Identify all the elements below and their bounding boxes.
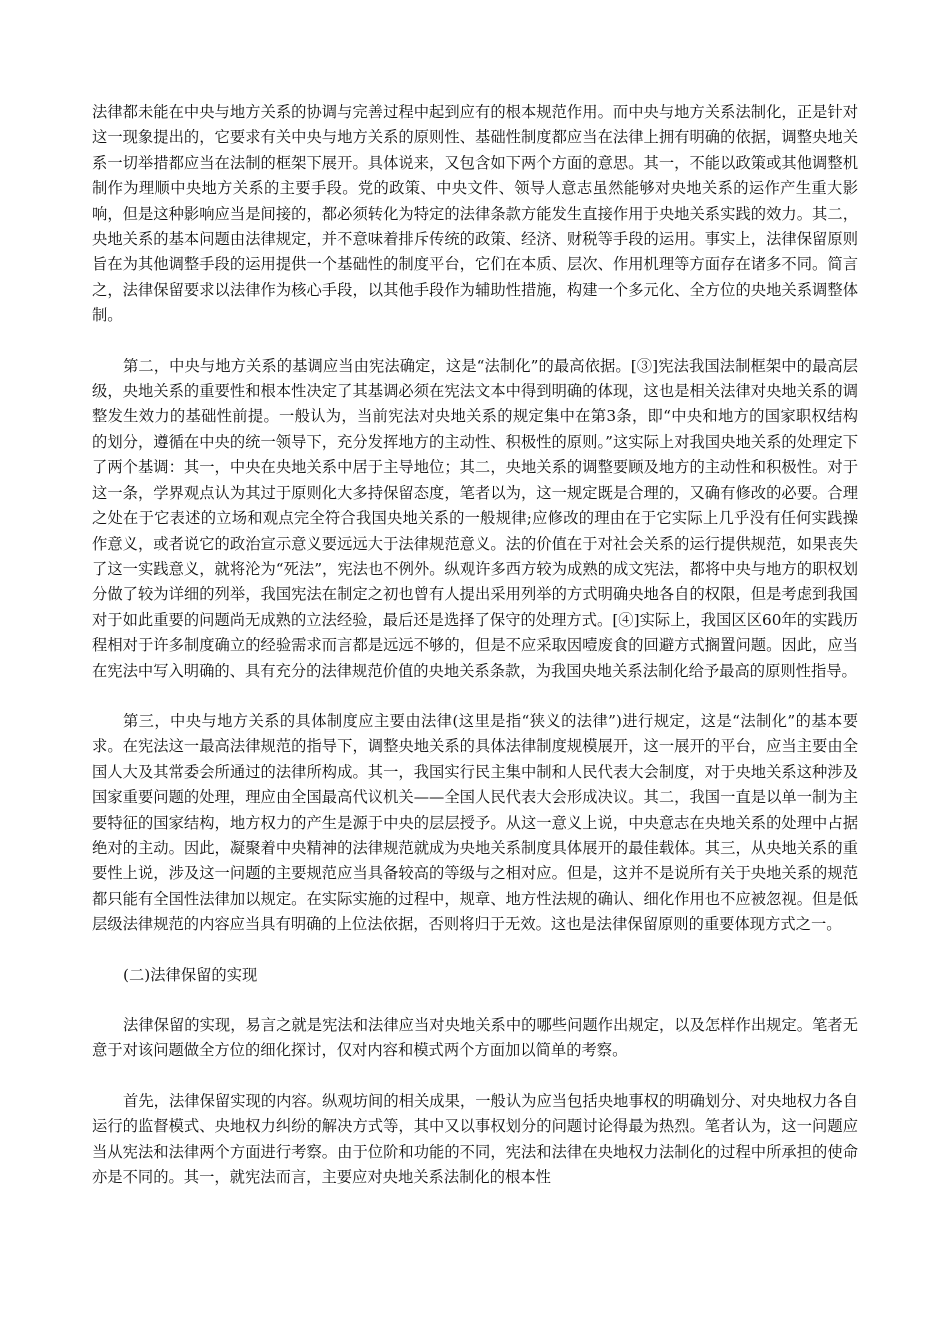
document-page (92, 100, 858, 1190)
paragraph-1: 法律都未能在中央与地方关系的协调与完善过程中起到应有的根本规范作用。而中央与地方关系法制化，正是针对这一现象提出的，它要求有关中央与地方关系的原则性、基础性制度都应当在法律上拥有明确的依据，调整央地关系一切举措都应当在法制的框架下展开。具体说来，又包含如下两个方面的意思。其一，不能以政策或其他调整机制作为理顺中央地方关系的主要手段。党的政策、中央文件、领导人意志虽然能够对央地关系的运作产生重大影响，但是这种影响应当是间接的，都必须转化为特定的法律条款方能发生直接作用于央地关系实践的效力。其二，央地关系的基本问题由法律规定，并不意味着排斥传统的政策、经济、财税等手段的运用。事实上，法律保留原则旨在为其他调整手段的运用提供一个基础性的制度平台，它们在本质、层次、作用机理等方面存在诸多不同。简言之，法律保留要求以法律作为核心手段，以其他手段作为辅助性措施，构建一个多元化、全方位的央地关系调整体制。 (92, 103, 858, 325)
paragraph-5: 首先，法律保留实现的内容。纵观坊间的相关成果，一般认为应当包括央地事权的明确划分、对央地权力各自运行的监督模式、央地权力纠纷的解决方式等，其中又以事权划分的问题讨论得最为热烈。笔者认为，这一问题应当从宪法和法律两个方面进行考察。由于位阶和功能的不同，宪法和法律在央地权力法制化的过程中所承担的使命亦是不同的。其一，就宪法而言，主要应对央地关系法制化的根本性 (92, 1091, 858, 1187)
section-heading: (二)法律保留的实现 (123, 965, 258, 984)
paragraph-3: 第三，中央与地方关系的具体制度应主要由法律(这里是指“狭义的法律”)进行规定，这是“法制化”的基本要求。在宪法这一最高法律规范的指导下，调整央地关系的具体法律制度规模展开，这一展开的平台，应当主要由全国人大及其常委会所通过的法律所构成。其一，我国实行民主集中制和人民代表大会制度，对于央地关系这种涉及国家重要问题的处理，理应由全国最高代议机关——全国人民代表大会形成决议。其二，我国一直是以单一制为主要特征的国家结构，地方权力的产生是源于中央的层层授予。从这一意义上说，中央意志在央地关系的处理中占据绝对的主动。因此，凝聚着中央精神的法律规范就成为央地关系制度具体展开的最佳载体。其三，从央地关系的重要性上说，涉及这一问题的主要规范应当具备较高的等级与之相对应。但是，这并不是说所有关于央地关系的规范都只能有全国性法律加以规定。在实际实施的过程中，规章、地方性法规的确认、细化作用也不应被忽视。但是低层级法律规范的内容应当具有明确的上位法依据，否则将归于无效。这也是法律保留原则的重要体现方式之一。 (92, 711, 858, 934)
paragraph-4: 法律保留的实现，易言之就是宪法和法律应当对央地关系中的哪些问题作出规定，以及怎样作出规定。笔者无意于对该问题做全方位的细化探讨，仅对内容和模式两个方面加以简单的考察。 (92, 1016, 858, 1060)
paragraph-2: 第二，中央与地方关系的基调应当由宪法确定，这是“法制化”的最高依据。[③]宪法我国法制框架中的最高层级，央地关系的重要性和根本性决定了其基调必须在宪法文本中得到明确的体现，这也是相关法律对央地关系的调整发生效力的基础性前提。一般认为，当前宪法对央地关系的规定集中在第3条，即“中央和地方的国家职权结构的划分，遵循在中央的统一领导下，充分发挥地方的主动性、积极性的原则。”这实际上对我国央地关系的处理定下了两个基调：其一，中央在央地关系中居于主导地位；其二，央地关系的调整要顾及地方的主动性和积极性。对于这一条，学界观点认为其过于原则化大多持保留态度，笔者以为，这一规定既是合理的，又确有修改的必要。合理之处在于它表述的立场和观点完全符合我国央地关系的一般规律;应修改的理由在于它实际上几乎没有任何实践操作意义，或者说它的政治宣示意义要远远大于法律规范意义。法的价值在于对社会关系的运行提供规范，如果丧失了这一实践意义，就将沦为“死法”，宪法也不例外。纵观许多西方较为成熟的成文宪法，都将中央与地方的职权划分做了较为详细的列举，我国宪法在制定之初也曾有人提出采用列举的方式明确央地各自的权限，但是考虑到我国对于如此重要的问题尚无成熟的立法经验，最后还是选择了保守的处理方式。[④]实际上，我国区区60年的实践历程相对于许多制度确立的经验需求而言都是远远不够的，但是不应采取因噎废食的回避方式搁置问题。因此，应当在宪法中写入明确的、具有充分的法律规范价值的央地关系条款，为我国央地关系法制化给予最高的原则性指导。 (92, 356, 858, 680)
